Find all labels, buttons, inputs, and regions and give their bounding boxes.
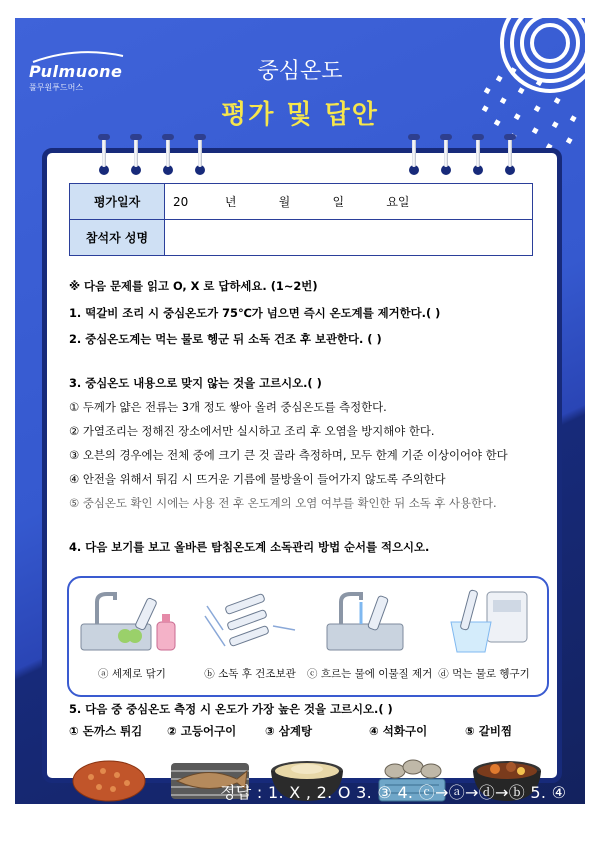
quiz-content — [53, 183, 549, 738]
q5-option-4-label: ④ 석화구이 — [369, 724, 428, 738]
date-row — [70, 184, 533, 220]
running-water-icon — [313, 586, 423, 660]
date-part-year-prefix: 20 — [173, 195, 189, 209]
q5-option-2-label: ② 고등어구이 — [167, 724, 237, 738]
q3-option-4: ④ 안전을 위해서 튀김 시 뜨거운 기름에 물방울이 들어가지 않도록 주의한다 — [69, 472, 446, 486]
binder-ring-icon — [441, 137, 451, 173]
question-4: 4. 다음 보기를 보고 올바른 탐침온도계 소독관리 방법 순서를 적으시오. — [69, 540, 430, 554]
question-5: 5. 다음 중 중심온도 측정 시 온도가 가장 높은 것을 고르시오.( ) — [69, 702, 393, 716]
attendee-label: 참석자 성명 — [70, 220, 165, 256]
rinsing-cup-icon — [429, 586, 539, 660]
q3-option-1: ① 두께가 얇은 전류는 3개 정도 쌓아 올려 중심온도를 측정한다. — [69, 400, 387, 414]
binder-ring-icon — [409, 137, 419, 173]
date-part-month: 월 — [278, 195, 291, 209]
attendee-row — [70, 220, 533, 256]
q5-option-5-label: ⑤ 갈비찜 — [465, 724, 513, 738]
q5-option-1 — [69, 723, 155, 739]
q5-option-4 — [369, 723, 455, 739]
question-2: 2. 중심온도계는 먹는 물로 헹군 뒤 소독 건조 후 보관한다. ( ) — [69, 332, 382, 346]
q4-step-d-label: ⓓ 먹는 물로 헹구기 — [438, 668, 530, 680]
info-table — [69, 183, 533, 256]
instructions: ※ 다음 문제를 읽고 O, X 로 답하세요. (1~2번) — [69, 279, 318, 293]
date-field[interactable] — [165, 184, 533, 220]
binder-ring-icon — [473, 137, 483, 173]
brand-name: Pulmuone — [29, 62, 123, 81]
question-3: 3. 중심온도 내용으로 맞지 않는 것을 고르시오.( ) — [69, 376, 322, 390]
drying-thermometers-icon — [195, 586, 305, 660]
q4-step-d — [429, 586, 539, 690]
q5-option-2 — [167, 723, 253, 739]
sink-washing-icon — [77, 586, 187, 660]
q4-step-a-label: ⓐ 세제로 닦기 — [98, 668, 166, 680]
date-part-weekday: 요일 — [386, 195, 410, 209]
tonkatsu-icon — [69, 749, 155, 804]
date-label: 평가일자 — [70, 184, 165, 220]
q4-step-b — [195, 586, 305, 690]
binder-ring-icon — [505, 137, 515, 173]
question-1: 1. 떡갈비 조리 시 중심온도가 75℃가 넘으면 즉시 온도계를 제거한다.( ) — [69, 306, 441, 320]
q4-steps-box — [67, 576, 549, 697]
binder-ring-icon — [163, 137, 173, 173]
q3-option-3: ③ 오븐의 경우에는 전체 중에 크기 큰 것 골라 측정하며, 모두 한계 기준 이상이어야 한다 — [69, 448, 508, 462]
notebook-card — [42, 148, 562, 783]
date-part-year: 년 — [224, 195, 237, 209]
q5-option-3 — [265, 723, 351, 739]
binder-ring-icon — [195, 137, 205, 173]
brand-sub: 풀무원푸드머스 — [29, 83, 84, 92]
poster — [15, 18, 585, 804]
binder-ring-icon — [131, 137, 141, 173]
q4-step-c — [307, 586, 433, 690]
q3-option-2: ② 가열조리는 정해진 장소에서만 실시하고 조리 후 오염을 방지해야 한다. — [69, 424, 435, 438]
q3-option-5: ⑤ 중심온도 확인 시에는 사용 전 후 온도계의 오염 여부를 확인한 뒤 소독 후 사용한다. — [69, 496, 497, 510]
answer-key: 정답 : 1. X , 2. O 3. ③ 4. ⓒ→ⓐ→ⓓ→ⓑ 5. ④ — [220, 783, 567, 802]
q5-option-1-label: ① 돈까스 튀김 — [69, 724, 143, 738]
q5-option-3-label: ③ 삼계탕 — [265, 724, 313, 738]
q5-option-5 — [465, 723, 551, 739]
date-part-day: 일 — [332, 195, 345, 209]
page-subtitle: 평가 및 답안 — [221, 100, 379, 130]
binder-ring-icon — [99, 137, 109, 173]
page-title: 중심온도 — [257, 59, 343, 84]
q4-step-b-label: ⓑ 소독 후 건조보관 — [204, 668, 296, 680]
attendee-field[interactable] — [165, 220, 533, 256]
q4-step-a — [77, 586, 187, 690]
q4-step-c-label: ⓒ 흐르는 물에 이물질 제거 — [307, 668, 433, 680]
